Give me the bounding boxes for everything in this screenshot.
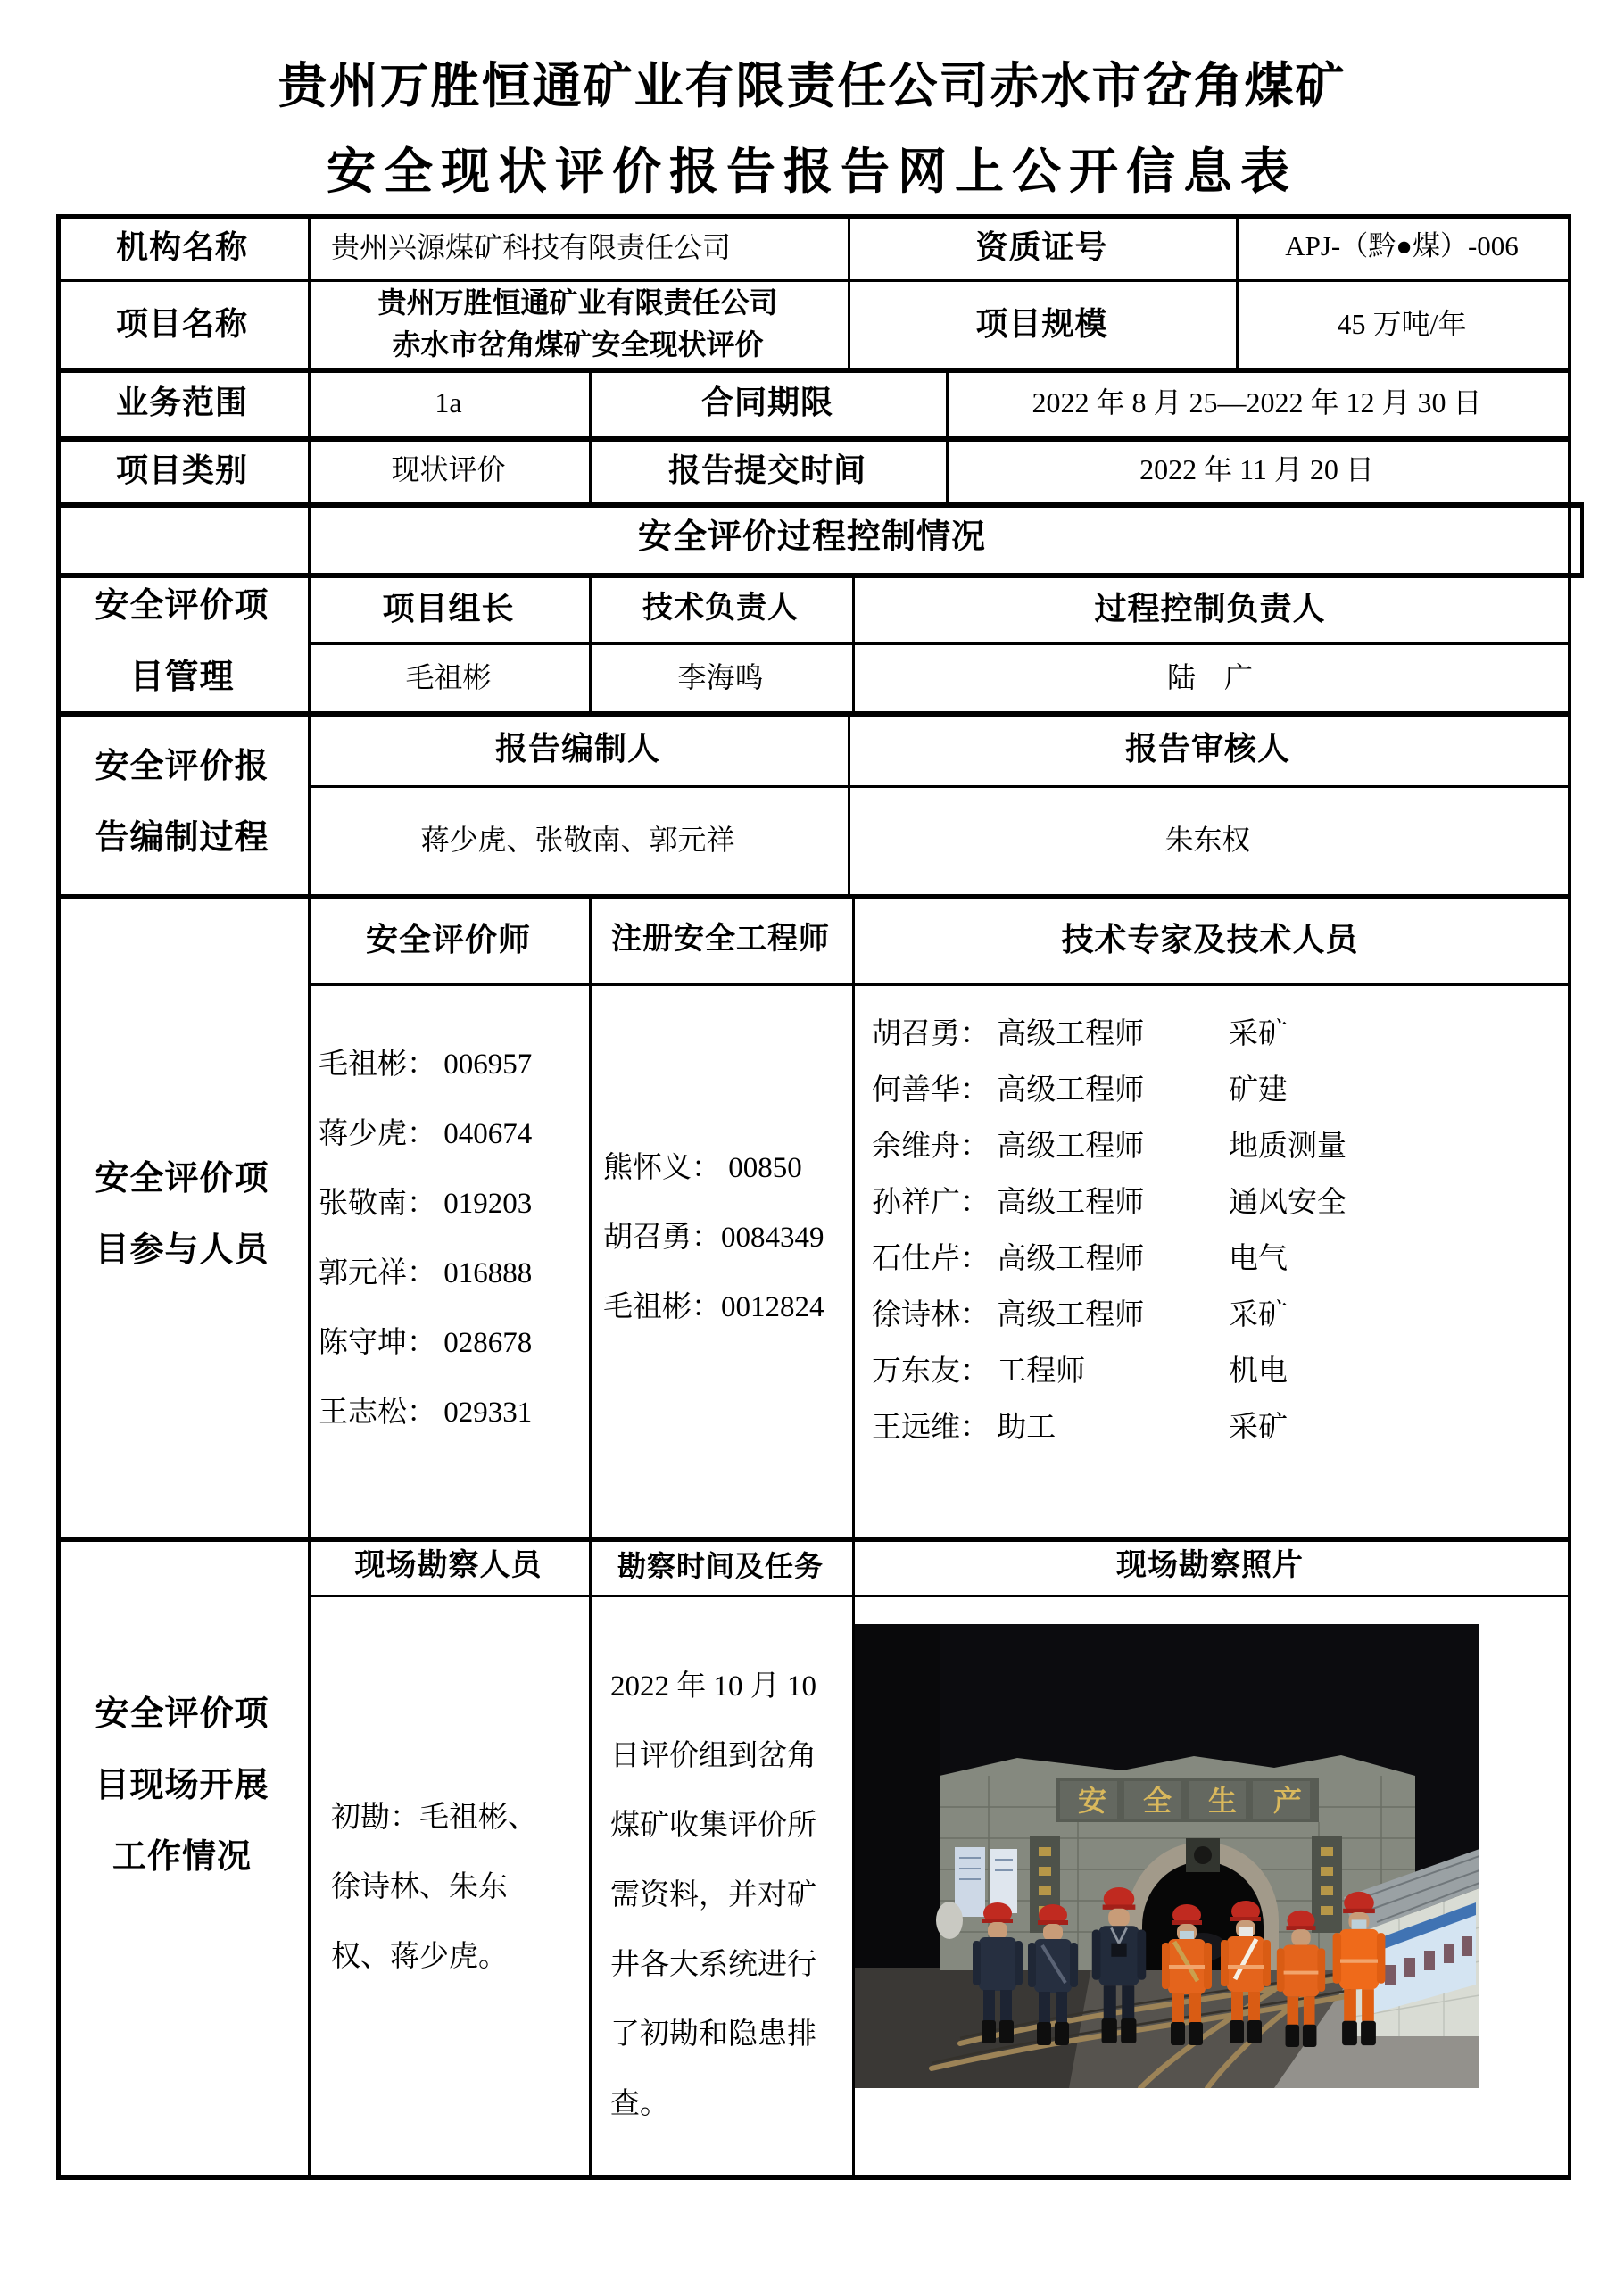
team-leader-value: 毛祖彬 [405,660,492,693]
expert-field: 通风安全 [1229,1187,1346,1219]
expert-name-title: 余维舟： 高级工程师 [872,1131,1145,1163]
project-scale-label: 项目规模 [975,305,1108,342]
assessor-entry: 张敬南： 019203 [319,1188,533,1220]
project-name-value [308,279,848,368]
site-work-row-label-line3: 工作情况 [112,1837,252,1876]
expert-name-title: 孙祥广： 高级工程师 [872,1187,1145,1219]
report-writer-label: 报告编制人 [494,730,660,767]
expert-entry [872,1007,1568,1063]
registered-engineer-entry: 熊怀义： 00850 [603,1152,802,1184]
project-name-line1: 贵州万胜恒通矿业有限责任公司 [377,286,778,319]
registered-engineer-column-header: 注册安全工程师 [611,921,830,956]
team-leader-label: 项目组长 [382,589,515,626]
survey-personnel-paragraph: 初勘：毛祖彬、徐诗林、朱东权、蒋少虎。 [331,1802,537,1973]
report-reviewer-label: 报告审核人 [1124,730,1290,767]
contract-period-label: 合同期限 [700,384,833,420]
assessor-entry: 郭元祥： 016888 [319,1257,533,1289]
report-compilation-row-label [56,711,308,894]
report-reviewer-value: 朱东权 [1164,824,1251,856]
expert-entry [872,1231,1568,1288]
participants-row-label-line2: 目参与人员 [95,1231,269,1269]
expert-field: 采矿 [1229,1018,1288,1050]
survey-time-task-text [589,1595,852,2180]
process-principal-value: 陆 广 [1166,660,1253,693]
expert-field: 机电 [1229,1355,1288,1388]
expert-field: 矿建 [1229,1074,1288,1107]
assessor-column-header: 安全评价师 [365,920,531,957]
expert-entry [872,1400,1568,1456]
cert-no-label: 资质证号 [975,228,1108,265]
contract-period-value: 2022 年 8 月 25—2022 年 12 月 30 日 [1032,385,1482,419]
expert-entry [872,1175,1568,1231]
report-writers-value: 蒋少虎、张敬南、郭元祥 [420,824,735,856]
assessor-list [308,983,589,1537]
expert-name-title: 何善华： 高级工程师 [872,1074,1145,1107]
expert-name-title: 徐诗林： 高级工程师 [872,1299,1145,1331]
project-name-label: 项目名称 [115,305,248,342]
survey-time-task-paragraph: 2022 年 10 月 10 日评价组到岔角煤矿收集评价所需资料，并对矿井各大系统进行了初勘和隐患排查。 [610,1670,816,2120]
registered-engineer-entry: 毛祖彬：0012824 [603,1291,824,1323]
project-scale-value: 45 万吨/年 [1337,307,1467,340]
report-row-label-line2: 告编制过程 [95,818,269,857]
expert-name-title: 万东友： 工程师 [872,1355,1086,1388]
expert-list [852,983,1568,1537]
project-category-label: 项目类别 [115,451,248,488]
assessor-entry: 陈守坤： 028678 [319,1327,533,1359]
org-name-label: 机构名称 [115,228,248,265]
expert-name-title: 王远维： 助工 [872,1412,1056,1444]
survey-personnel-text [308,1595,589,2180]
document-title-line1: 贵州万胜恒通矿业有限责任公司赤水市岔角煤矿 [278,59,1346,113]
document-title-line2: 安全现状评价报告报告网上公开信息表 [326,145,1297,199]
site-work-row-label-line2: 目现场开展 [95,1767,269,1805]
experts-column-header: 技术专家及技术人员 [1061,920,1359,957]
site-photo-illustration [855,1624,1479,2088]
expert-field: 采矿 [1229,1299,1288,1331]
expert-field: 采矿 [1229,1412,1288,1444]
cert-no-value: APJ-（黔●煤）-006 [1285,230,1519,262]
management-row-label [56,573,308,711]
participants-row-label [56,894,308,1537]
site-photo [855,1624,1479,2088]
management-row-label-line1: 安全评价项 [95,586,269,625]
business-scope-label: 业务范围 [115,384,248,420]
expert-entry [872,1344,1568,1400]
process-principal-label: 过程控制负责人 [1094,589,1326,626]
participants-row-label-line1: 安全评价项 [95,1160,269,1198]
assessor-entry: 蒋少虎： 040674 [319,1118,533,1150]
expert-entry [872,1063,1568,1119]
expert-field: 地质测量 [1229,1131,1346,1163]
expert-field: 电气 [1229,1243,1288,1275]
assessor-entry: 毛祖彬： 006957 [319,1049,533,1081]
expert-entry [872,1288,1568,1344]
tech-principal-label: 技术负责人 [642,590,799,625]
site-work-row-label-line1: 安全评价项 [95,1695,269,1734]
report-submit-time-value: 2022 年 11 月 20 日 [1139,453,1374,485]
mine-gate-caption: 安全生产 [1078,1785,1339,1817]
assessor-entry: 王志松： 029331 [319,1397,533,1429]
management-row-label-line2: 目管理 [129,658,235,696]
expert-entry [872,1119,1568,1175]
expert-name-title: 胡召勇： 高级工程师 [872,1018,1145,1050]
org-name-value: 贵州兴源煤矿科技有限责任公司 [331,230,732,263]
project-name-line2: 赤水市岔角煤矿安全现状评价 [392,327,764,361]
report-submit-time-label: 报告提交时间 [667,451,866,488]
expert-name-title: 石仕芹： 高级工程师 [872,1243,1145,1275]
survey-time-task-header: 勘察时间及任务 [617,1549,824,1582]
business-scope-value: 1a [435,385,462,419]
project-category-value: 现状评价 [391,453,506,485]
registered-engineer-list [589,983,852,1537]
survey-photo-header: 现场勘察照片 [1116,1548,1304,1583]
registered-engineer-entry: 胡召勇：0084349 [603,1222,824,1254]
tech-principal-value: 李海鸣 [677,660,764,693]
report-row-label-line1: 安全评价报 [95,747,269,785]
process-control-section-title: 安全评价过程控制情况 [637,518,986,556]
survey-personnel-header: 现场勘察人员 [354,1548,543,1583]
site-work-row-label [56,1537,308,2036]
